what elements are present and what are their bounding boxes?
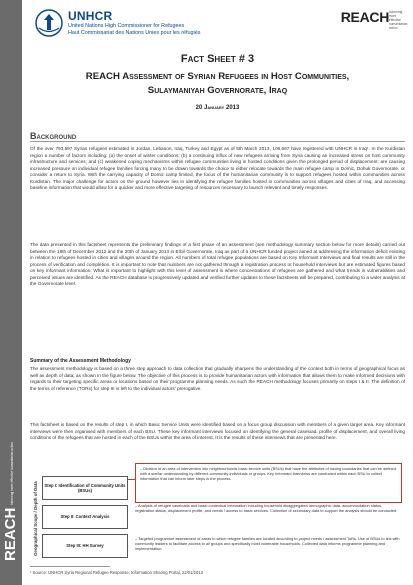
unhcr-logo-icon bbox=[34, 8, 64, 38]
document-title-line2: Sulaymaniyah Governorate, Iraq bbox=[147, 85, 288, 96]
section-divider bbox=[30, 141, 405, 142]
sidebar-brand bbox=[2, 265, 20, 565]
reach-tagline: Informing more effective humanitarian action bbox=[389, 10, 408, 30]
footnote-divider bbox=[30, 566, 110, 567]
step-1-label: Step I: Identification of Community Units (BSUs) bbox=[44, 482, 126, 493]
unhcr-subtitle-en: United Nations High Commissioner for Refugees bbox=[68, 23, 185, 29]
background-heading: Background bbox=[30, 131, 77, 141]
page-header bbox=[30, 6, 408, 42]
background-paragraph-1: Of the over 793,597 Syrian refugees estimated in Jordan, Lebanon, Iraq, Turkey and Egypt as of 5th March 2013, 106,697 have registered with UNHCR in Iraq¹. In the Kurdistan region a number of factors including: (a) the onset of winter conditions; (b) a continuing influx of new refugees arriving from Syria causing an increased stress on host community infrastructure and services; and (c) weakened coping mechanisms within refugee communities living in hosted conditions given the prolonged period of displacement; are causing increased pressure on individual refugee families forcing many to be drawn towards the choice to either relocate towards the main refugee camp in Domiz, Dohuk Governorate, or consider a return to Syria. With the carrying capacity of Domiz camp limited, the focus of the humanitarian community is to support refugees hosted within communities across Kurdistan. The major challenge for actors on the ground however lies in identifying the refugee families hosted in communities across villages and cities of Iraq, and accessing baseline information that would allow for a quicker and more effective targeting of resources necessary to launch relevant and timely responses. bbox=[30, 146, 405, 190]
reach-sidebar bbox=[0, 0, 22, 585]
step-1-description: – Division of an area of intervention into neighbourhoods basic service units (BSUs) that have the attributes of having boundaries that can be defined with a similar understanding by different community individuals or groups. Key Informant Interviews are conducted within each BSU to collect information that can inform later steps in the process. bbox=[135, 463, 402, 503]
methodology-paragraph-1: The assessment methodology is based on a three step approach to data collection that gradually sharpens the understanding of the context both in terms of geographical focus as well as depth of data; as shown in the figure below. The objective of this process is to provide humanitarian actors with information that allows them to make informed decisions with regards to their targeting specific areas or locations based on their programme planning needs. As such the REACH methodology focuses primarily on steps I & II. The definition of the terms of reference (TORs) for step III is left to the individual actors' prerogative. bbox=[30, 366, 405, 391]
axis-label-text: Geographical Scope / Depth of Data bbox=[33, 481, 38, 556]
step-2-description: – Analysis of refugee caseloads and basic contextual information including household disaggregated demographic data, accommodation status, registration status, displacement profile, and needs / access to basic services. Collection of secondary data to support the analysis should be conducted. bbox=[135, 503, 398, 513]
step-1-box bbox=[42, 476, 128, 500]
reach-logo: REACH bbox=[340, 9, 389, 25]
step-3-description: – Targeted programme assessment of areas in which refugee families are located according to project needs / assessment ToRs. Use of BSUs to link with community leaders to facilitate access to all groups and specifically most vulnerable households. Collected data informs programme planning and implementation. bbox=[135, 536, 400, 551]
fact-sheet-number: Fact Sheet # 3 bbox=[180, 53, 255, 65]
step-3-label: Step III: HH Survey bbox=[66, 543, 104, 549]
unhcr-name: UNHCR bbox=[68, 9, 113, 23]
unhcr-subtitle-fr: Haut Commissariat des Nations Unies pour les réfugiés bbox=[68, 30, 201, 36]
step-2-label: Step II: Context Analysis bbox=[60, 514, 110, 520]
footnote: ¹ Source: UNHCR Syria Regional Refugee Response; Information Sharing Portal, 22/01/2013 bbox=[30, 570, 203, 575]
step-3-box bbox=[42, 534, 128, 558]
sidebar-reach-text: REACH bbox=[2, 507, 19, 561]
background-paragraph-2: The data presented in this factsheet represents the preliminary findings of a first phase of an assessment (see methodology summary section below for more details) carried out between the 18th of December 2012 and the 20th of January 2013 in Erbil Governorate, Iraq as part of a UNHCR funded project aimed at addressing the information deficit existing in relation to refugees hosted in cities and villages around the region. All numbers of total refugee populations are based on Key Informant Interviews and final results are still in the process of verification and completion. It is important to note that numbers are not gathered through a registration process or household interviews but are estimated figures based on key informant information. What is important to highlight with this level of assessment is where concentrations of refugees are gathered and what trends in vulnerabilities and perceived issues are identified. As the REACH database is progressively updated and verified further updates to these factsheets will be prepared, contributing to a wider analysis at the Governorate level. bbox=[30, 242, 405, 286]
methodology-heading: Summary of the Assessment Methodology bbox=[30, 358, 131, 364]
methodology-paragraph-2: This factsheet is based on the results of step I, in which Basic Service Units were identified based on a focus group discussion with members of a given target area. Key informant interviews were then organised with members of each BSU. These key informant interviews focused on identifying the general caseload, profile of displacement, and overall living conditions of the refugees that are hosted in each of the BSUs within the area of interest. It is the results of these interviews that are presented here. bbox=[30, 422, 405, 440]
document-title-line1: REACH Assessment of Syrian Refugees in Host Communities, bbox=[85, 71, 350, 82]
sidebar-tagline: Informing more effective humanitarian action bbox=[10, 442, 14, 505]
document-date: 20 January 2013 bbox=[195, 105, 240, 111]
diagram-axis-label bbox=[30, 468, 39, 560]
step-2-box bbox=[42, 505, 128, 529]
